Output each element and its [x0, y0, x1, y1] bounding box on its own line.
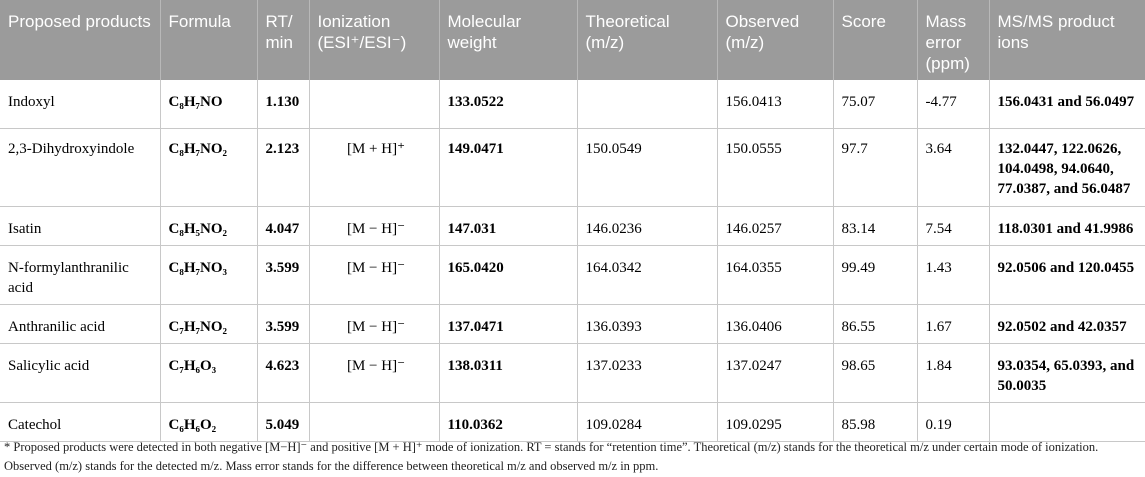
cell-product: Anthranilic acid: [0, 304, 160, 343]
cell-molecular-weight: 133.0522: [439, 80, 577, 128]
header-mass-error: Mass error (ppm): [917, 0, 989, 80]
header-ionization: Ionization (ESI⁺/ESI⁻): [309, 0, 439, 80]
cell-ms-ms-ions: 132.0447, 122.0626, 104.0498, 94.0640, 77.0387, and 56.0487: [989, 128, 1145, 206]
cell-rt: 2.123: [257, 128, 309, 206]
cell-theoretical: [577, 80, 717, 128]
cell-formula: C₈H₇NO₃: [160, 245, 257, 304]
cell-observed: 146.0257: [717, 206, 833, 245]
cell-formula: C₇H₆O₃: [160, 343, 257, 402]
cell-ionization: [309, 80, 439, 128]
cell-formula: C₇H₇NO₂: [160, 304, 257, 343]
cell-mass-error: 1.84: [917, 343, 989, 402]
cell-observed: 137.0247: [717, 343, 833, 402]
cell-observed: 136.0406: [717, 304, 833, 343]
cell-formula: C₈H₇NO₂: [160, 128, 257, 206]
cell-theoretical: 109.0284: [577, 402, 717, 441]
cell-theoretical: 150.0549: [577, 128, 717, 206]
cell-score: 85.98: [833, 402, 917, 441]
cell-mass-error: 7.54: [917, 206, 989, 245]
cell-ms-ms-ions: 92.0502 and 42.0357: [989, 304, 1145, 343]
cell-ionization: [M − H]⁻: [309, 304, 439, 343]
table-row: [0, 343, 1145, 402]
cell-ionization: [M + H]⁺: [309, 128, 439, 206]
header-molecular-weight: Molecular weight: [439, 0, 577, 80]
header-rt: RT/ min: [257, 0, 309, 80]
cell-ms-ms-ions: [989, 402, 1145, 441]
cell-molecular-weight: 165.0420: [439, 245, 577, 304]
table-row: [0, 206, 1145, 245]
table-row: [0, 128, 1145, 206]
header-theoretical: Theoretical (m/z): [577, 0, 717, 80]
cell-ms-ms-ions: 156.0431 and 56.0497: [989, 80, 1145, 128]
table-row: [0, 80, 1145, 128]
cell-rt: 5.049: [257, 402, 309, 441]
cell-mass-error: -4.77: [917, 80, 989, 128]
cell-score: 86.55: [833, 304, 917, 343]
cell-molecular-weight: 137.0471: [439, 304, 577, 343]
cell-product: Indoxyl: [0, 80, 160, 128]
cell-molecular-weight: 138.0311: [439, 343, 577, 402]
cell-molecular-weight: 110.0362: [439, 402, 577, 441]
cell-ms-ms-ions: 92.0506 and 120.0455: [989, 245, 1145, 304]
cell-theoretical: 164.0342: [577, 245, 717, 304]
table-row: [0, 304, 1145, 343]
cell-score: 98.65: [833, 343, 917, 402]
cell-product: N-formylanthranilic acid: [0, 245, 160, 304]
cell-observed: 156.0413: [717, 80, 833, 128]
cell-rt: 4.623: [257, 343, 309, 402]
table-footnote: * Proposed products were detected in both negative [M−H]⁻ and positive [M + H]⁺ mode of ionization. RT = stands for “retention time”. Theoretical (m/z) stands for the theoretical m/z under certain mode of ionization. Observed (m/z) stands for the detected m/z. Mass error stands for the difference between theoretical m/z and observed m/z in ppm.: [4, 440, 1099, 473]
cell-score: 97.7: [833, 128, 917, 206]
cell-formula: C₈H₅NO₂: [160, 206, 257, 245]
cell-product: Salicylic acid: [0, 343, 160, 402]
cell-rt: 4.047: [257, 206, 309, 245]
cell-ionization: [309, 402, 439, 441]
cell-mass-error: 1.43: [917, 245, 989, 304]
cell-ionization: [M − H]⁻: [309, 343, 439, 402]
header-ms-ms-ions: MS/MS product ions: [989, 0, 1145, 80]
cell-theoretical: 146.0236: [577, 206, 717, 245]
cell-rt: 3.599: [257, 245, 309, 304]
cell-observed: 150.0555: [717, 128, 833, 206]
cell-theoretical: 137.0233: [577, 343, 717, 402]
cell-observed: 164.0355: [717, 245, 833, 304]
cell-mass-error: 1.67: [917, 304, 989, 343]
header-formula: Formula: [160, 0, 257, 80]
cell-rt: 1.130: [257, 80, 309, 128]
cell-observed: 109.0295: [717, 402, 833, 441]
cell-score: 75.07: [833, 80, 917, 128]
header-score: Score: [833, 0, 917, 80]
cell-formula: C₈H₇NO: [160, 80, 257, 128]
header-observed: Observed (m/z): [717, 0, 833, 80]
table-row: [0, 402, 1145, 441]
cell-theoretical: 136.0393: [577, 304, 717, 343]
cell-ms-ms-ions: 93.0354, 65.0393, and 50.0035: [989, 343, 1145, 402]
header-product: Proposed products: [0, 0, 160, 80]
cell-rt: 3.599: [257, 304, 309, 343]
header-row: [0, 0, 1145, 80]
cell-formula: C₆H₆O₂: [160, 402, 257, 441]
cell-ionization: [M − H]⁻: [309, 245, 439, 304]
cell-product: Catechol: [0, 402, 160, 441]
cell-molecular-weight: 147.031: [439, 206, 577, 245]
cell-mass-error: 0.19: [917, 402, 989, 441]
cell-score: 83.14: [833, 206, 917, 245]
cell-ms-ms-ions: 118.0301 and 41.9986: [989, 206, 1145, 245]
cell-score: 99.49: [833, 245, 917, 304]
cell-ionization: [M − H]⁻: [309, 206, 439, 245]
cell-mass-error: 3.64: [917, 128, 989, 206]
cell-product: 2,3-Dihydroxyindole: [0, 128, 160, 206]
table-row: [0, 245, 1145, 304]
cell-molecular-weight: 149.0471: [439, 128, 577, 206]
cell-product: Isatin: [0, 206, 160, 245]
